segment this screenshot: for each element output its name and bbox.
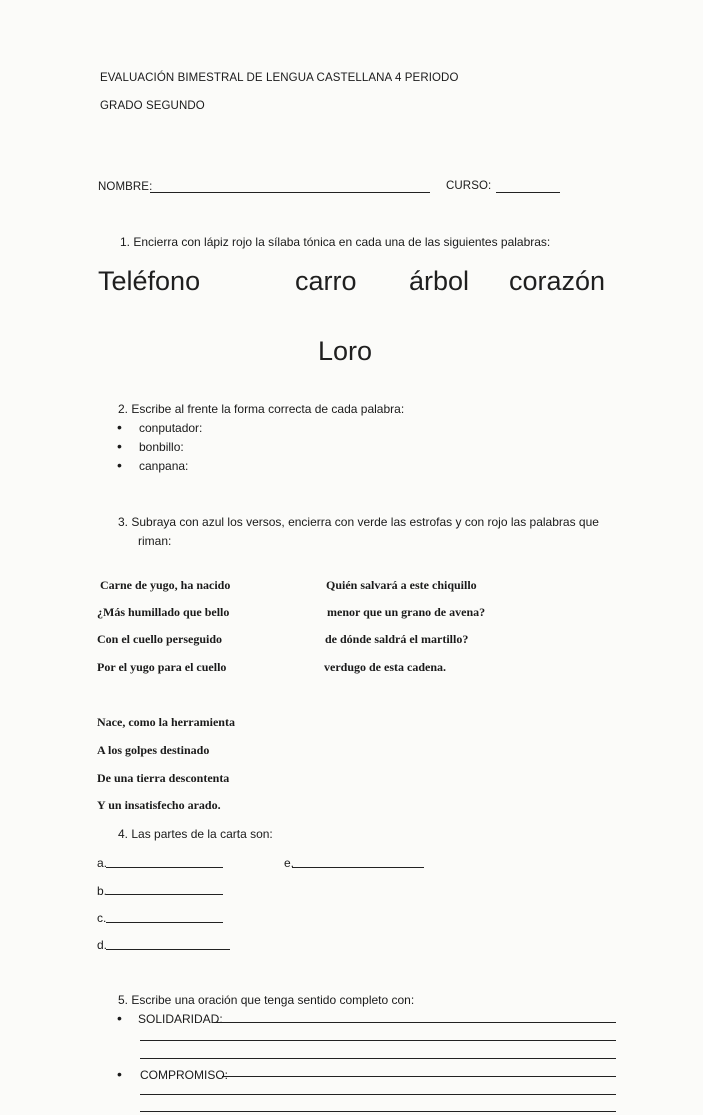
course-label: CURSO: <box>446 180 492 192</box>
question-3-prompt-continued: riman: <box>138 534 172 548</box>
answer-line-c[interactable] <box>106 922 223 923</box>
word-telefono: Teléfono <box>98 266 201 296</box>
word-carro: carro <box>295 266 357 296</box>
verse-line: Nace, como la herramienta <box>97 715 235 729</box>
bullet-icon: • <box>117 1010 122 1026</box>
sentence-line[interactable] <box>214 1022 616 1023</box>
answer-label-c: c. <box>97 911 107 925</box>
verse-line: ¿Más humillado que bello <box>97 605 230 619</box>
course-field[interactable] <box>496 192 560 193</box>
word-arbol: árbol <box>409 266 470 296</box>
misspelled-word: bonbillo: <box>139 440 184 454</box>
bullet-icon: • <box>117 438 122 454</box>
concept-label-compromiso: COMPROMISO: <box>140 1068 229 1082</box>
word-loro: Loro <box>318 336 373 366</box>
bullet-icon: • <box>117 457 122 473</box>
sentence-line[interactable] <box>140 1040 616 1041</box>
sentence-line[interactable] <box>140 1111 616 1112</box>
misspelled-word: canpana: <box>139 459 189 473</box>
concept-label-solidaridad: SOLIDARIDAD: <box>138 1012 223 1026</box>
verse-line: Por el yugo para el cuello <box>97 660 227 674</box>
question-3-prompt: 3. Subraya con azul los versos, encierra con verde las estrofas y con rojo las palabras que <box>118 515 599 529</box>
verse-line: De una tierra descontenta <box>97 771 230 785</box>
question-4-prompt: 4. Las partes de la carta son: <box>118 827 273 841</box>
misspelled-word: conputador: <box>139 421 203 435</box>
exam-title: EVALUACIÓN BIMESTRAL DE LENGUA CASTELLANA 4 PERIODO <box>100 72 459 84</box>
answer-line-a[interactable] <box>106 867 223 868</box>
answer-label-e: e. <box>284 856 295 870</box>
question-1-prompt: 1. Encierra con lápiz rojo la sílaba tónica en cada una de las siguientes palabras: <box>120 235 551 249</box>
answer-line-e[interactable] <box>292 867 424 868</box>
verse-line: menor que un grano de avena? <box>327 605 486 619</box>
grade-label: GRADO SEGUNDO <box>100 100 205 112</box>
verse-line: Quién salvará a este chiquillo <box>326 578 477 592</box>
verse-line: de dónde saldrá el martillo? <box>325 632 469 646</box>
answer-label-d: d. <box>97 938 108 952</box>
verse-line: verdugo de esta cadena. <box>324 660 446 674</box>
bullet-icon: • <box>117 419 122 435</box>
answer-label-b: b. <box>97 884 108 898</box>
sentence-line[interactable] <box>140 1094 616 1095</box>
word-corazon: corazón <box>509 266 606 296</box>
verse-line: Carne de yugo, ha nacido <box>100 578 231 592</box>
sentence-line[interactable] <box>222 1076 616 1077</box>
sentence-line[interactable] <box>140 1058 616 1059</box>
name-field[interactable] <box>150 192 430 193</box>
question-2-prompt: 2. Escribe al frente la forma correcta de cada palabra: <box>118 402 405 416</box>
answer-label-a: a. <box>97 856 108 870</box>
verse-line: Y un insatisfecho arado. <box>97 798 221 812</box>
question-5-prompt: 5. Escribe una oración que tenga sentido completo con: <box>118 993 415 1007</box>
verse-line: Con el cuello perseguido <box>97 632 222 646</box>
answer-line-d[interactable] <box>106 949 230 950</box>
verse-line: A los golpes destinado <box>97 743 210 757</box>
bullet-icon: • <box>117 1066 122 1082</box>
name-label: NOMBRE: <box>98 181 153 193</box>
answer-line-b[interactable] <box>106 894 223 895</box>
